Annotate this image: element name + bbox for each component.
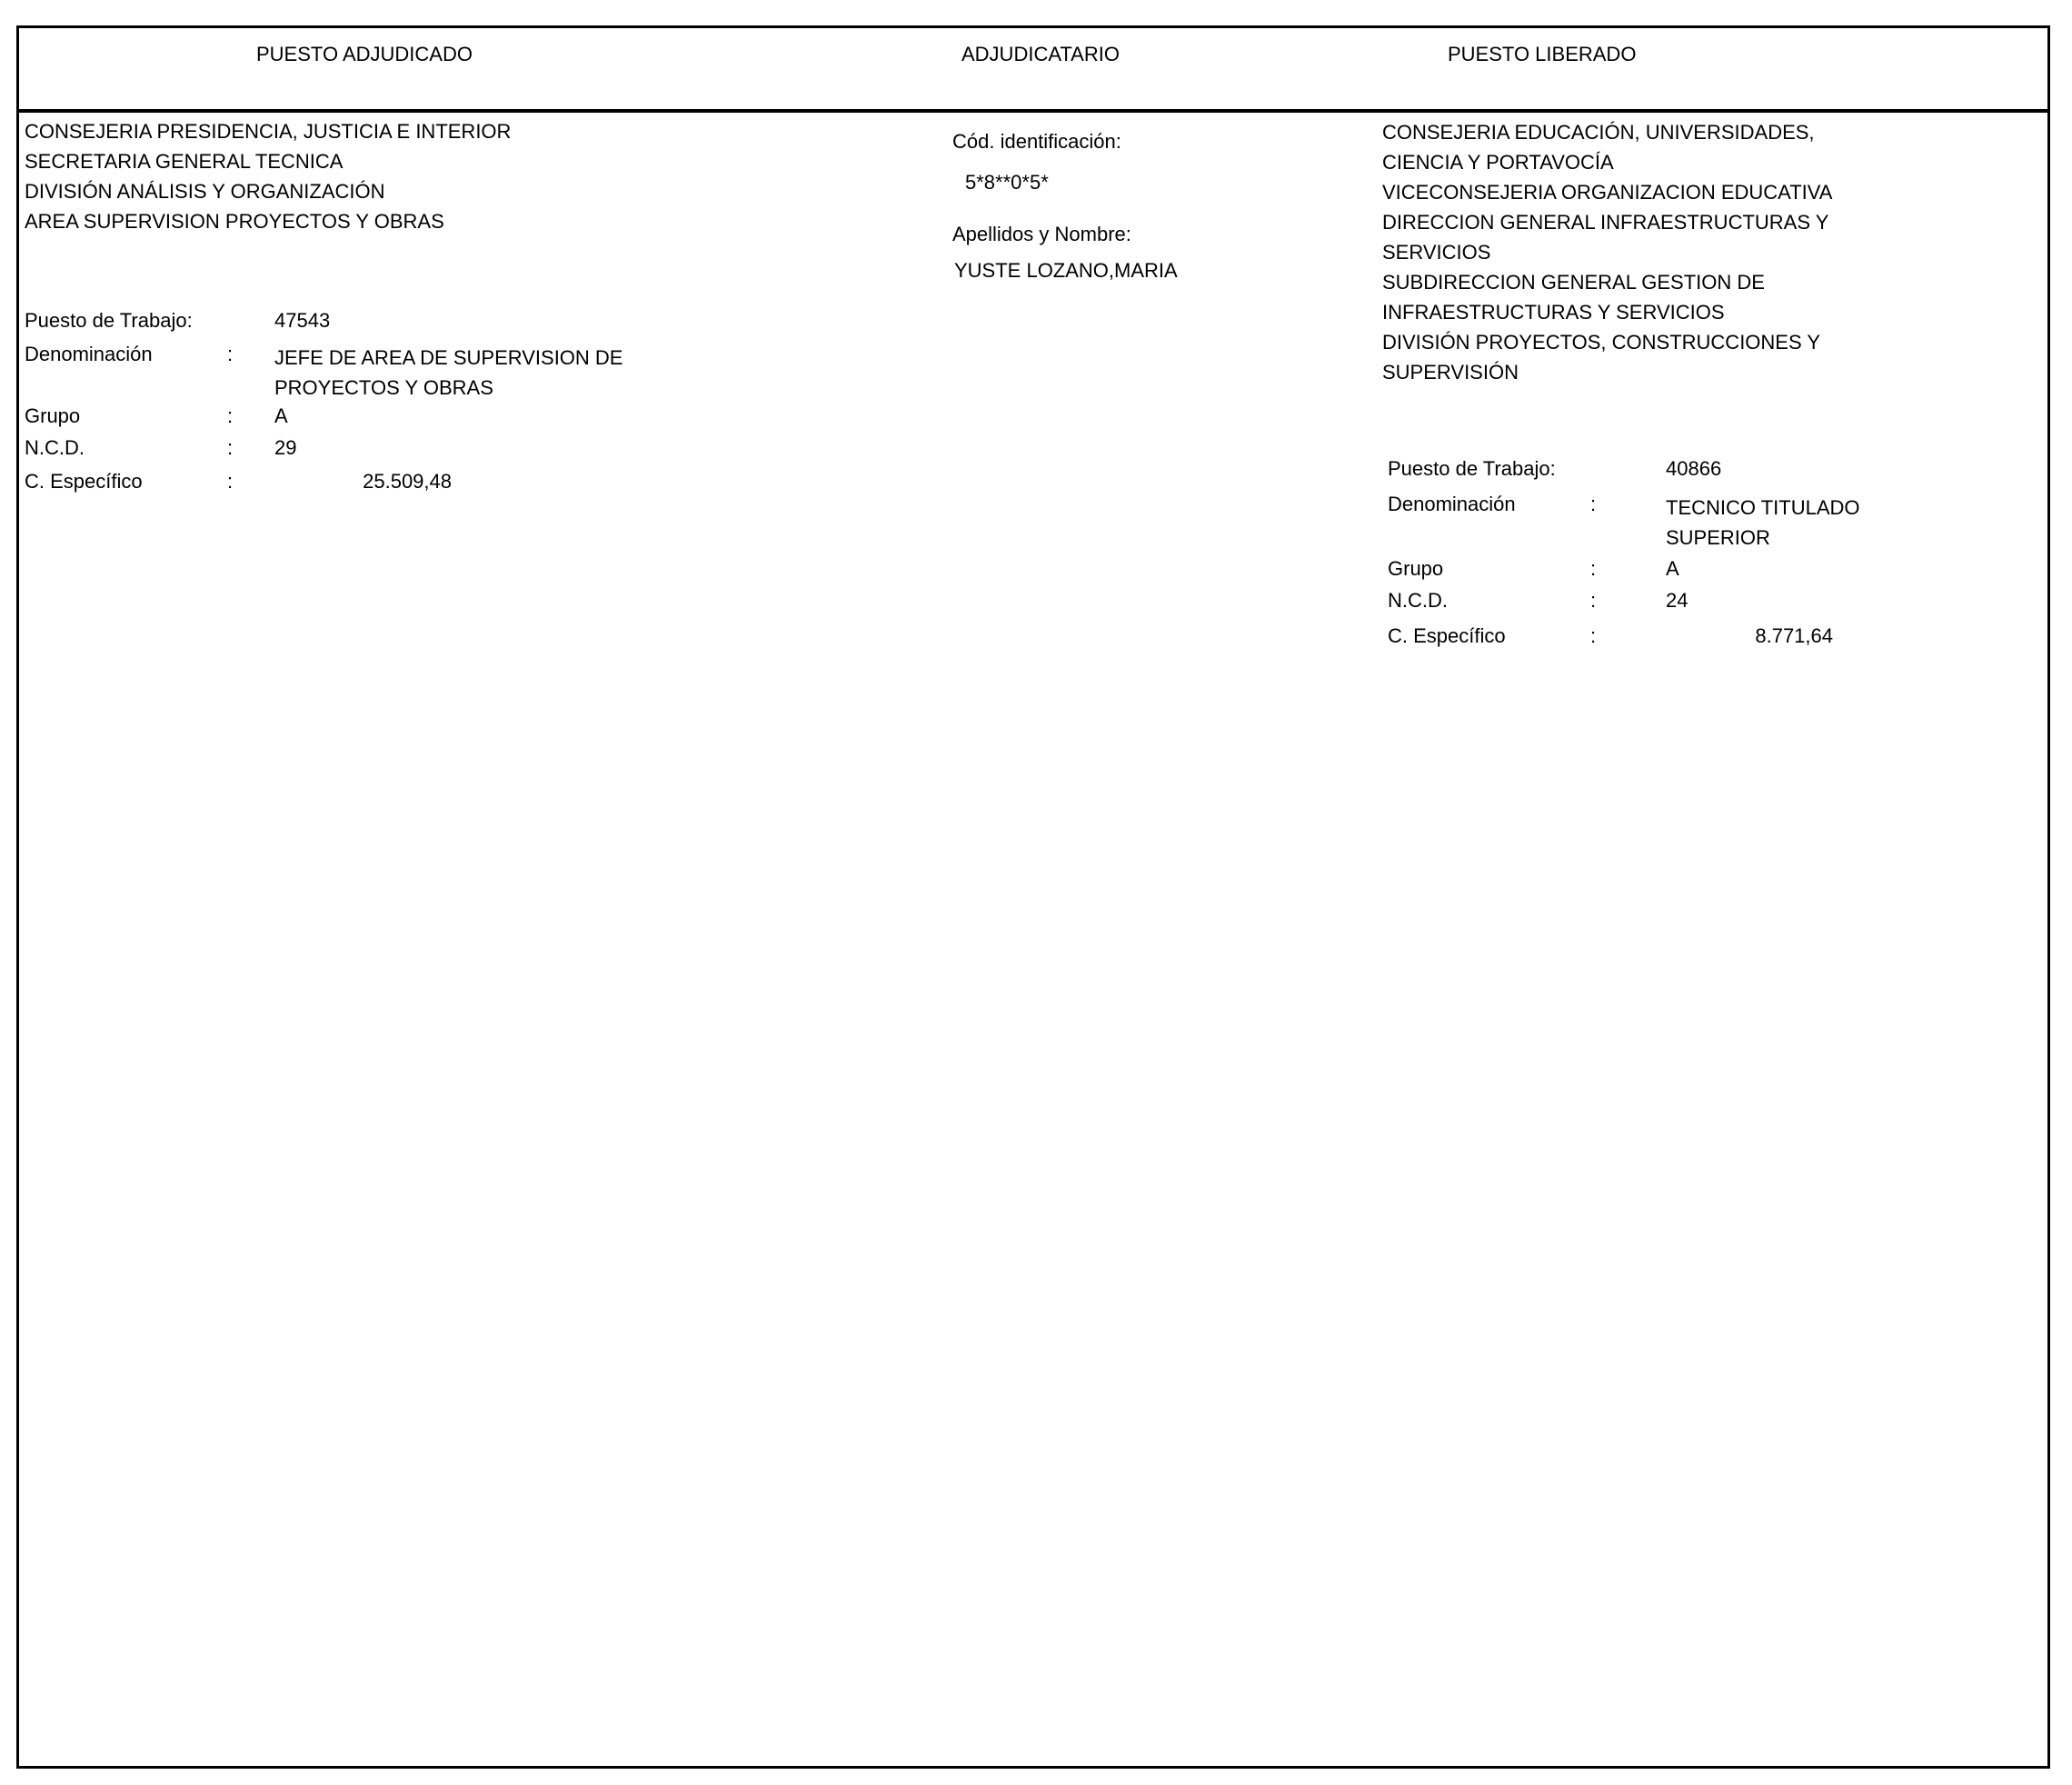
adjudicado-field-label: C. Específico (25, 470, 143, 493)
adjudicatario-nombre-label: Apellidos y Nombre: (952, 223, 1131, 245)
adjudicado-field-colon: : (227, 404, 234, 427)
adjudicado-org-line: DIVISIÓN ANÁLISIS Y ORGANIZACIÓN (25, 180, 385, 203)
adjudicado-field-colon: : (227, 436, 234, 459)
column-header-puesto-adjudicado: PUESTO ADJUDICADO (256, 43, 473, 65)
adjudicado-org-line: SECRETARIA GENERAL TECNICA (25, 150, 344, 173)
header-divider-rule (16, 109, 2050, 113)
liberado-field-label: Denominación (1388, 493, 1516, 515)
column-header-puesto-liberado: PUESTO LIBERADO (1448, 43, 1637, 65)
liberado-field-colon: : (1590, 493, 1597, 515)
liberado-org-line: SERVICIOS (1382, 241, 1491, 264)
adjudicado-field-value: JEFE DE AREA DE SUPERVISION DE PROYECTOS Y OBRAS (274, 346, 623, 399)
adjudicatario-cod-label: Cód. identificación: (952, 130, 1121, 153)
liberado-field-value: 24 (1666, 589, 1688, 612)
column-header-adjudicatario: ADJUDICATARIO (961, 43, 1120, 65)
adjudicado-field-value: 47543 (274, 309, 331, 332)
liberado-organization-block (1382, 117, 1832, 387)
liberado-org-line: DIRECCION GENERAL INFRAESTRUCTURAS Y (1382, 211, 1829, 234)
adjudicado-field-colon: : (227, 470, 234, 493)
adjudicado-field-value: 25.509,48 (363, 470, 452, 493)
liberado-org-line: CONSEJERIA EDUCACIÓN, UNIVERSIDADES, (1382, 121, 1815, 144)
liberado-field-label: Grupo (1388, 557, 1444, 580)
adjudicatario-cod-value: 5*8**0*5* (965, 171, 1049, 194)
adjudicado-field-value: A (274, 404, 288, 427)
adjudicado-organization-block (25, 116, 511, 236)
liberado-org-line: CIENCIA Y PORTAVOCÍA (1382, 151, 1614, 174)
liberado-field-colon: : (1590, 589, 1597, 612)
adjudicatario-nombre-value: YUSTE LOZANO,MARIA (954, 259, 1178, 282)
liberado-org-line: SUPERVISIÓN (1382, 361, 1519, 384)
liberado-field-label: C. Específico (1388, 624, 1506, 647)
liberado-field-colon: : (1590, 624, 1597, 647)
liberado-field-value: A (1666, 557, 1679, 580)
liberado-org-line: SUBDIRECCION GENERAL GESTION DE (1382, 271, 1765, 294)
liberado-field-value: TECNICO TITULADO SUPERIOR (1666, 496, 1860, 549)
adjudicado-field-value: 29 (274, 436, 297, 459)
liberado-org-line: DIVISIÓN PROYECTOS, CONSTRUCCIONES Y (1382, 331, 1821, 354)
adjudicado-field-label: Grupo (25, 404, 81, 427)
liberado-field-label: Puesto de Trabajo: (1388, 457, 1556, 480)
adjudicado-org-line: AREA SUPERVISION PROYECTOS Y OBRAS (25, 210, 444, 233)
adjudicado-field-label: N.C.D. (25, 436, 85, 459)
liberado-org-line: VICECONSEJERIA ORGANIZACION EDUCATIVA (1382, 181, 1833, 204)
adjudicado-field-label: Puesto de Trabajo: (25, 309, 193, 332)
liberado-field-value: 40866 (1666, 457, 1722, 480)
adjudicado-field-label: Denominación (25, 343, 153, 365)
adjudicado-org-line: CONSEJERIA PRESIDENCIA, JUSTICIA E INTERIOR (25, 120, 512, 143)
liberado-field-label: N.C.D. (1388, 589, 1448, 612)
liberado-field-colon: : (1590, 557, 1597, 580)
liberado-field-value: 8.771,64 (1755, 624, 1833, 647)
adjudicado-field-colon: : (227, 343, 234, 365)
liberado-org-line: INFRAESTRUCTURAS Y SERVICIOS (1382, 301, 1725, 324)
